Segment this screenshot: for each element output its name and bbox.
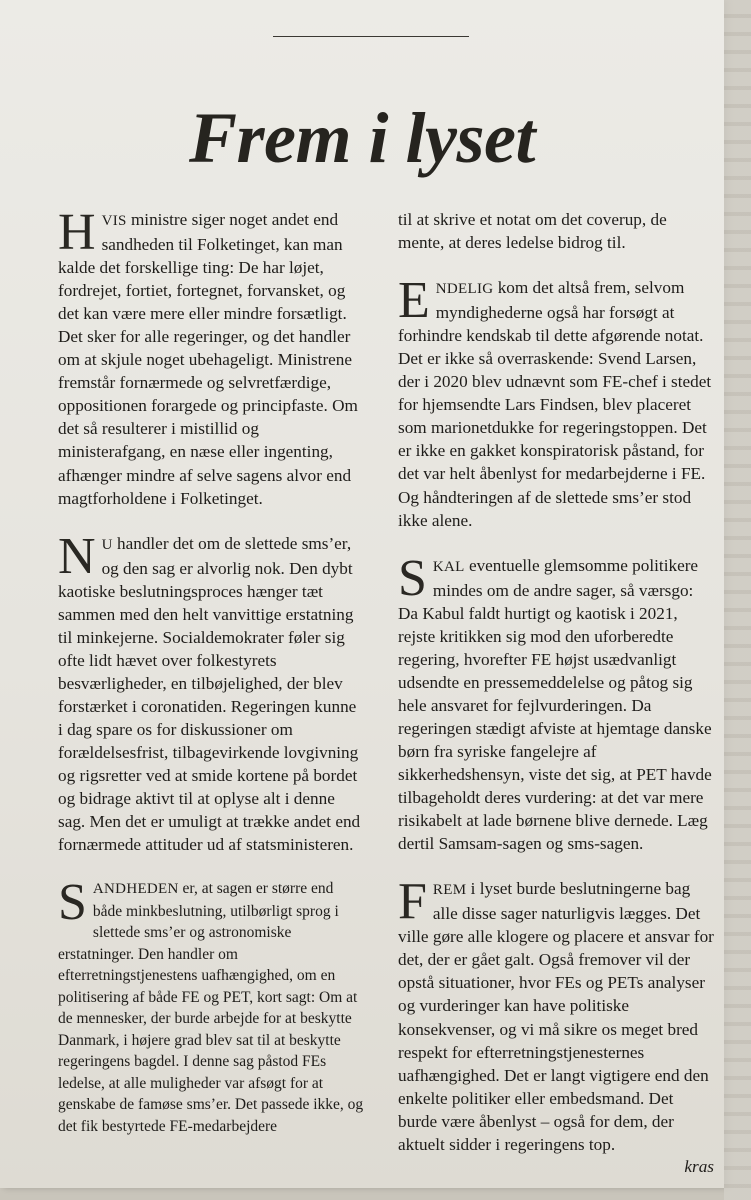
paragraph-text: ministre siger noget andet end sandheden til Folketinget, kan man kalde det forskellige ting: De har løjet, fordrejet, fortiet, fortegnet, forvansket, og det kan være mere eller mindre forsætligt. Det sker for alle regeringer, og det handler om at skjule noget ubehageligt. Ministrene fremstår fornærmede og selvretfærdige, oppositionen forargede og principfaste. Om det så resulterer i mistillid og ministerafgang, en næse eller ingenting, afhænger mindre af selve sagens alvor end magtforholdene i Folketinget. (58, 210, 358, 508)
paragraph-text: i lyset burde beslutningerne bag alle disse sager naturligvis lægges. Det ville gøre alle klogere og placere et ansvar for det, der er gået galt. Også fremover vil der opstå situationer, hvor FEs og PETs analyser og vurderinger kan have politiske konsekvenser, og vi må sikre os meget bred respekt for efterretningstjenesternes uafhængighed. Det er langt vigtigere end den enkelte politiker eller embedsmand. Det burde være åbenlyst – også for dem, der aktuelt sidder i regeringens top. (398, 879, 714, 1154)
adjacent-page-edge (724, 0, 751, 1200)
right-column (398, 208, 714, 1178)
drop-cap: S (398, 549, 427, 607)
paragraph-text: handler det om de slettede sms’er, og den sag er alvorlig nok. Den dybt kaotiske beslutningsproces hænger tæt sammen med den helt vanvittige erstatning til minkejerne. Socialdemokrater føler sig ofte lidt hævet over folkestyrets besværligheder, en tilbøjelighed, der blev forstærket i coronatiden. Regeringen kunne i dag spare os for diskussioner om forældelsesfrist, tilbagevirkende lovgivning og rigsretter ved at smide kortene på bordet og bidrage aktivt til at oplyse alt i denne sag. Men det er umuligt at trække andet end fornærmede attituder ud af statsministeren. (58, 533, 361, 855)
lead-in: KAL (432, 558, 465, 575)
top-rule (273, 36, 469, 37)
paragraph-2 (58, 527, 364, 857)
left-column (58, 204, 364, 1159)
lead-in: U (101, 536, 113, 553)
drop-cap: H (58, 204, 96, 261)
paragraph-5 (398, 549, 714, 856)
author-signature: kras (684, 1156, 714, 1176)
lead-in: NDELIG (435, 281, 494, 298)
paragraph-text: kom det altså frem, selvom myndighederne også har forsøgt at forhindre kendskab til dette afgørende notat. Det er ikke så overraskende: Svend Larsen, der i 2020 blev udnævnt som FE-chef i stedet for hjemsendte Lars Findsen, blev placeret som marionetdukke for regeringstoppen. Det er ikke en gakket konspiratorisk påstand, for det var helt åbenlyst for medarbejderne i FE. Og håndteringen af de slettede sms’er stod ikke alene. (398, 278, 712, 530)
paragraph-4 (398, 272, 714, 532)
drop-cap: S (58, 874, 87, 932)
drop-cap: F (398, 873, 427, 931)
lead-in: ANDHEDEN (92, 881, 179, 898)
continuation-paragraph: til at skrive et notat om det coverup, de mente, at deres ledelse bidrog til. (398, 210, 667, 253)
lead-in: REM (432, 882, 467, 899)
headline: Frem i lyset (189, 98, 535, 178)
paragraph-text: er, at sagen er større end både minkbeslutning, utilbørligt sprog i slettede sms’er og astronomiske erstatninger. Den handler om efterretningstjenestens uafhængighed, om en politisering af både FE og PET, kort sagt: Om at de mennesker, der burde arbejde for at beskytte Danmark, i højere grad blev sat til at beskytte regeringens bagdel. I denne sag påstod FEs ledelse, at alle muligheder var afsøgt for at genskabe de famøse sms’er. Det passede ikke, og det fik bestyrtede FE-medarbejdere (58, 880, 364, 1135)
paragraph-text: eventuelle glemsomme politikere mindes om de andre sager, så værsgo: Da Kabul faldt hurtigt og kaotisk i 2021, rejste kritikken sig mod den uforberedte regering, hvorefter FE højst usædvanligt udsendte en pressemeddelelse og påtog sig hele ansvaret for fejlvurderingen. Da regeringen stædigt afviste at hjemtage danske børn fra syriske fangelejre af sikkerhedshensyn, viste det sig, at PET havde tilbageholdt deres vurdering: at det var mere risikabelt at lade børnene blive dernede. Læg dertil Samsam-sagen og sms-sagen. (398, 555, 712, 854)
paragraph-3 (58, 874, 364, 1137)
lead-in: VIS (101, 213, 127, 229)
paragraph-6 (398, 873, 714, 1156)
drop-cap: E (398, 272, 430, 330)
drop-cap: N (58, 527, 96, 585)
paragraph-1 (58, 204, 364, 510)
